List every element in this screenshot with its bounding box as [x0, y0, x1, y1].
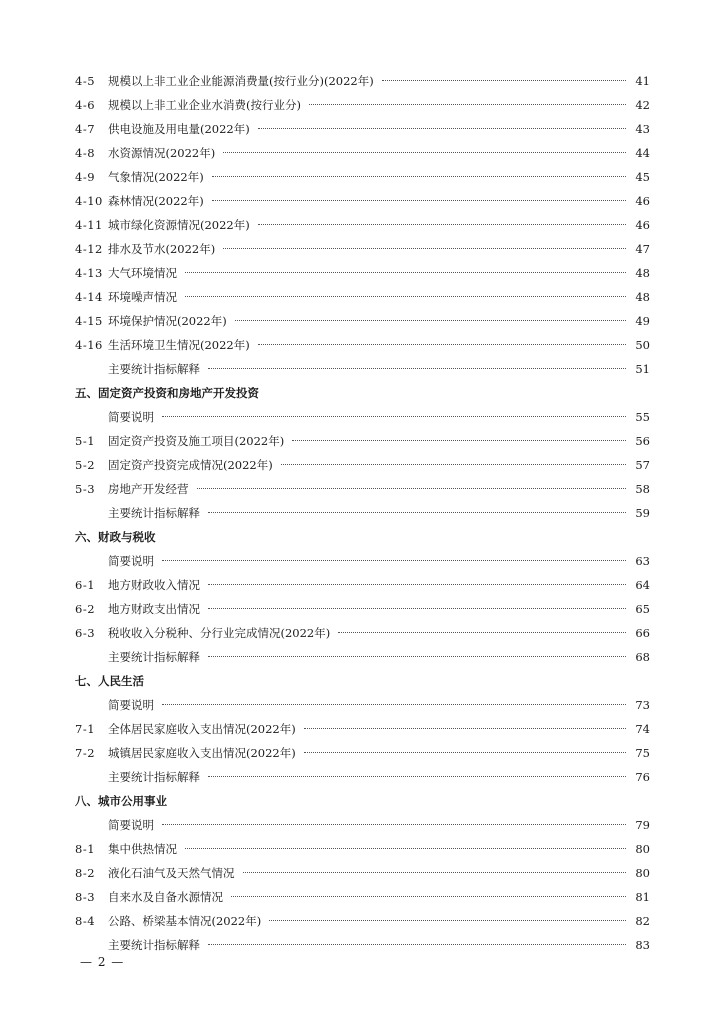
toc-entry-page: 47: [635, 242, 650, 256]
toc-entry-number: 8-1: [75, 842, 96, 856]
toc-entry-number: 6-2: [75, 602, 96, 616]
toc-entry-number: 4-11: [75, 218, 103, 232]
toc-entry-title: 主要统计指标解释: [108, 506, 200, 520]
dot-leader: [162, 824, 626, 825]
toc-entry-page: 80: [635, 842, 650, 856]
toc-entry-title: 税收收入分税种、分行业完成情况(2022年): [108, 626, 331, 640]
dot-leader: [208, 608, 626, 609]
toc-entry-number: 4-15: [75, 314, 103, 328]
toc-entry[interactable]: [75, 165, 650, 189]
dot-leader: [208, 776, 626, 777]
dot-leader: [162, 704, 626, 705]
toc-entry-number: 7-2: [75, 746, 96, 760]
toc-entry-page: 73: [635, 698, 650, 712]
dot-leader: [185, 848, 626, 849]
toc-entry-page: 75: [635, 746, 650, 760]
toc-entry[interactable]: [75, 237, 650, 261]
dot-leader: [258, 128, 626, 129]
dot-leader: [231, 896, 626, 897]
toc-entry-page: 51: [635, 362, 650, 376]
toc-entry-title: 森林情况(2022年): [108, 194, 204, 208]
dot-leader: [309, 104, 626, 105]
toc-entry-title: 水资源情况(2022年): [108, 146, 216, 160]
toc-entry-page: 80: [635, 866, 650, 880]
toc-entry-title: 环境保护情况(2022年): [108, 314, 227, 328]
toc-entry-page: 59: [635, 506, 650, 520]
toc-entry-page: 48: [635, 290, 650, 304]
toc-entry[interactable]: [75, 549, 650, 573]
toc-entry-title: 简要说明: [108, 554, 154, 568]
toc-entry[interactable]: [75, 357, 650, 381]
toc-entry-title: 城镇居民家庭收入支出情况(2022年): [108, 746, 296, 760]
page-number: — 2 —: [80, 955, 125, 969]
toc-entry-number: 4-12: [75, 242, 103, 256]
toc-entry-page: 83: [635, 938, 650, 952]
toc-entry[interactable]: [75, 693, 650, 717]
toc-entry-number: 8-2: [75, 866, 96, 880]
toc-entry-title: 主要统计指标解释: [108, 650, 200, 664]
dot-leader: [281, 464, 626, 465]
table-of-contents: [75, 69, 650, 957]
dot-leader: [235, 320, 626, 321]
toc-entry-number: 4-6: [75, 98, 96, 112]
toc-entry-title: 全体居民家庭收入支出情况(2022年): [108, 722, 296, 736]
toc-entry[interactable]: [75, 501, 650, 525]
dot-leader: [338, 632, 626, 633]
toc-entry[interactable]: [75, 477, 650, 501]
toc-entry-page: 66: [635, 626, 650, 640]
toc-entry-page: 58: [635, 482, 650, 496]
toc-entry[interactable]: [75, 573, 650, 597]
toc-entry-title: 简要说明: [108, 818, 154, 832]
dot-leader: [292, 440, 626, 441]
toc-entry-title: 排水及节水(2022年): [108, 242, 216, 256]
toc-entry-page: 46: [635, 194, 650, 208]
toc-entry-title: 固定资产投资完成情况(2022年): [108, 458, 273, 472]
dot-leader: [223, 248, 626, 249]
dot-leader: [185, 272, 626, 273]
toc-entry-number: 4-8: [75, 146, 96, 160]
toc-entry-title: 简要说明: [108, 410, 154, 424]
toc-entry-number: 7-1: [75, 722, 96, 736]
toc-entry-page: 79: [635, 818, 650, 832]
toc-entry-title: 大气环境情况: [108, 266, 177, 280]
toc-entry-number: 5-1: [75, 434, 96, 448]
dot-leader: [269, 920, 626, 921]
dot-leader: [208, 944, 626, 945]
toc-entry-page: 82: [635, 914, 650, 928]
toc-entry-page: 81: [635, 890, 650, 904]
toc-entry[interactable]: [75, 141, 650, 165]
toc-entry[interactable]: [75, 453, 650, 477]
dot-leader: [258, 344, 626, 345]
toc-entry-page: 63: [635, 554, 650, 568]
toc-entry-page: 41: [635, 74, 650, 88]
toc-entry-number: 4-5: [75, 74, 96, 88]
dot-leader: [208, 368, 626, 369]
toc-entry-number: 6-1: [75, 578, 96, 592]
toc-entry-title: 主要统计指标解释: [108, 362, 200, 376]
dot-leader: [162, 416, 626, 417]
toc-entry-number: 4-10: [75, 194, 103, 208]
toc-entry-page: 42: [635, 98, 650, 112]
toc-entry[interactable]: [75, 309, 650, 333]
toc-section-heading: 五、固定资产投资和房地产开发投资: [75, 386, 259, 400]
toc-entry-title: 生活环境卫生情况(2022年): [108, 338, 250, 352]
toc-entry[interactable]: [75, 261, 650, 285]
toc-entry[interactable]: [75, 429, 650, 453]
toc-entry-title: 气象情况(2022年): [108, 170, 204, 184]
dot-leader: [304, 752, 626, 753]
toc-entry-page: 48: [635, 266, 650, 280]
dot-leader: [208, 512, 626, 513]
toc-entry-title: 简要说明: [108, 698, 154, 712]
dot-leader: [304, 728, 626, 729]
toc-entry-number: 4-14: [75, 290, 103, 304]
toc-entry[interactable]: [75, 189, 650, 213]
toc-section-heading: 七、人民生活: [75, 674, 144, 688]
toc-entry-page: 68: [635, 650, 650, 664]
toc-entry-number: 8-3: [75, 890, 96, 904]
toc-entry-page: 44: [635, 146, 650, 160]
toc-entry-title: 公路、桥梁基本情况(2022年): [108, 914, 262, 928]
toc-entry[interactable]: [75, 741, 650, 765]
toc-entry-title: 主要统计指标解释: [108, 770, 200, 784]
toc-entry-title: 城市绿化资源情况(2022年): [108, 218, 250, 232]
dot-leader: [197, 488, 627, 489]
dot-leader: [223, 152, 626, 153]
toc-entry-number: 5-2: [75, 458, 96, 472]
toc-entry-number: 4-13: [75, 266, 103, 280]
toc-entry[interactable]: [75, 813, 650, 837]
toc-entry[interactable]: [75, 909, 650, 933]
toc-entry-title: 固定资产投资及施工项目(2022年): [108, 434, 285, 448]
dot-leader: [382, 80, 626, 81]
toc-entry-title: 环境噪声情况: [108, 290, 177, 304]
toc-entry[interactable]: [75, 645, 650, 669]
toc-entry[interactable]: [75, 621, 650, 645]
toc-entry-page: 46: [635, 218, 650, 232]
toc-entry[interactable]: [75, 717, 650, 741]
dot-leader: [162, 560, 626, 561]
toc-entry-page: 56: [635, 434, 650, 448]
toc-entry[interactable]: [75, 597, 650, 621]
toc-entry-title: 规模以上非工业企业能源消费量(按行业分)(2022年): [108, 74, 374, 88]
toc-entry-number: 4-16: [75, 338, 103, 352]
toc-entry[interactable]: [75, 333, 650, 357]
toc-entry[interactable]: [75, 93, 650, 117]
dot-leader: [212, 176, 626, 177]
toc-section-heading: 六、财政与税收: [75, 530, 156, 544]
toc-entry[interactable]: [75, 861, 650, 885]
toc-entry-number: 4-9: [75, 170, 96, 184]
dot-leader: [208, 656, 626, 657]
toc-entry-page: 76: [635, 770, 650, 784]
toc-entry-title: 地方财政收入情况: [108, 578, 200, 592]
toc-entry-page: 57: [635, 458, 650, 472]
dot-leader: [258, 224, 626, 225]
toc-entry-title: 自来水及自备水源情况: [108, 890, 223, 904]
toc-entry-page: 45: [635, 170, 650, 184]
toc-entry-page: 74: [635, 722, 650, 736]
toc-entry[interactable]: [75, 837, 650, 861]
toc-entry-number: 4-7: [75, 122, 96, 136]
toc-entry[interactable]: [75, 405, 650, 429]
toc-section-heading: 八、城市公用事业: [75, 794, 167, 808]
dot-leader: [185, 296, 626, 297]
toc-entry[interactable]: [75, 765, 650, 789]
toc-entry[interactable]: [75, 117, 650, 141]
toc-entry-title: 供电设施及用电量(2022年): [108, 122, 250, 136]
toc-entry[interactable]: [75, 885, 650, 909]
toc-entry-page: 50: [635, 338, 650, 352]
toc-entry-number: 8-4: [75, 914, 96, 928]
toc-entry-title: 液化石油气及天然气情况: [108, 866, 235, 880]
toc-entry[interactable]: [75, 213, 650, 237]
toc-entry-title: 主要统计指标解释: [108, 938, 200, 952]
toc-entry-title: 地方财政支出情况: [108, 602, 200, 616]
toc-entry[interactable]: [75, 285, 650, 309]
toc-entry-number: 5-3: [75, 482, 96, 496]
toc-entry-page: 43: [635, 122, 650, 136]
toc-entry-page: 64: [635, 578, 650, 592]
toc-entry-title: 房地产开发经营: [108, 482, 189, 496]
toc-entry-page: 65: [635, 602, 650, 616]
dot-leader: [243, 872, 627, 873]
toc-entry-page: 49: [635, 314, 650, 328]
toc-entry-page: 55: [635, 410, 650, 424]
toc-entry-title: 集中供热情况: [108, 842, 177, 856]
toc-entry-number: 6-3: [75, 626, 96, 640]
toc-entry-title: 规模以上非工业企业水消费(按行业分): [108, 98, 301, 112]
dot-leader: [212, 200, 626, 201]
dot-leader: [208, 584, 626, 585]
toc-entry[interactable]: [75, 69, 650, 93]
toc-entry[interactable]: [75, 933, 650, 957]
